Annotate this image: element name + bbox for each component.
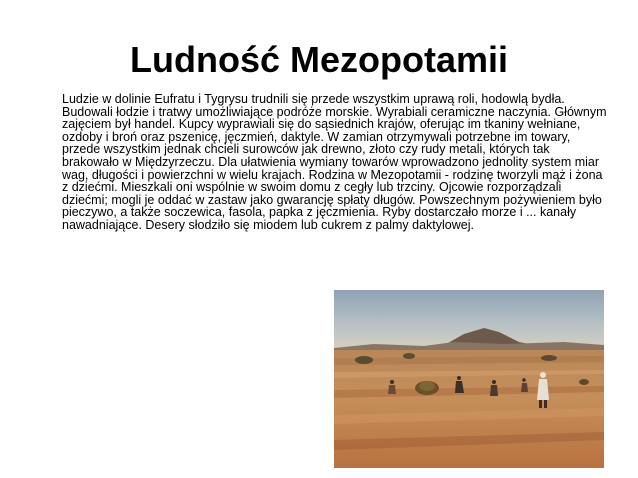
- slide-body-text: Ludzie w dolinie Eufratu i Tygrysu trudnili się przede wszystkim uprawą roli, hodowlą bydła. Budowali łodzie i tratwy umożliwiające podróże morskie. Wyrabiali ceramiczne naczynia. Głównym zajęciem był handel. Kupcy wyprawiali się do sąsiednich krajów, oferując im tkaniny wełniane, ozdoby i broń oraz pszenicę, jęczmień, daktyle. W zamian otrzymywali potrzebne im towary, przede wszystkim jednak chcieli surowców jak drewno, złoto czy rudy metali, których tak brakowało w Międzyrzeczu. Dla ułatwienia wymiany towarów wprowadzono jednolity system miar wag, długości i powierzchni w wielu krajach. Rodzina w Mezopotamii - rodzinę tworzyli mąż i żona z dziećmi. Mieszkali oni wspólnie w swoim domu z cegły lub trzciny. Ojcowie rozporządzali dziećmi; mogli je oddać w zastaw jako gwarancję spłaty długów. Powszechnym pożywieniem było pieczywo, a także soczewica, fasola, papka z jęczmienia. Ryby dostarczało morze i ... kanały nawadniające. Desery słodziło się miodem lub cukrem z palmy daktylowej.: [62, 92, 607, 232]
- field-workers-photo-image: [334, 290, 604, 468]
- field-workers-photo: [334, 290, 604, 468]
- slide-title: Ludność Mezopotamii: [130, 39, 508, 80]
